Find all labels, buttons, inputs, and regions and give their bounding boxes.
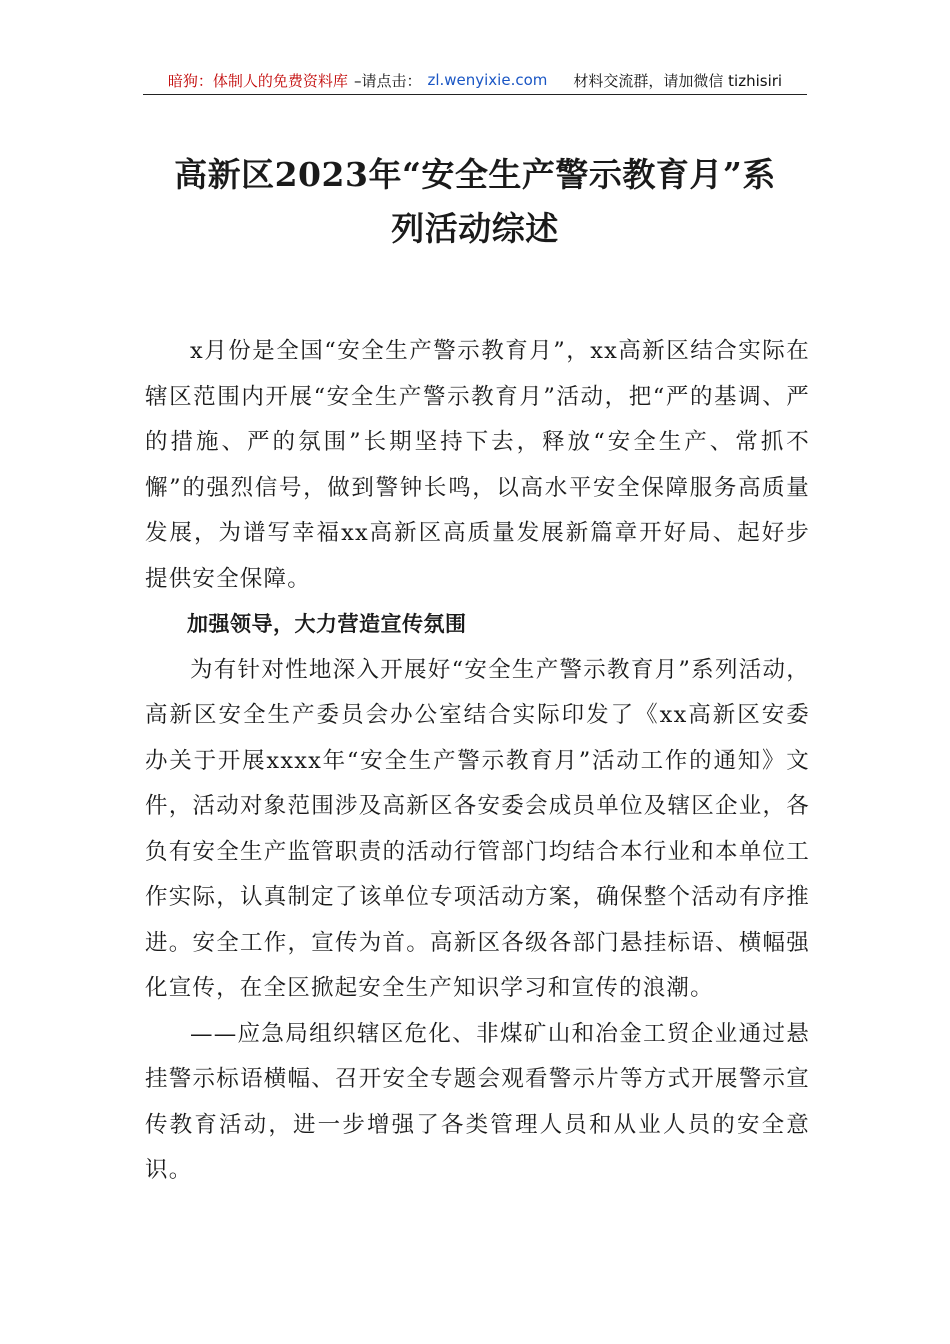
- document-body: [145, 329, 810, 1194]
- header-prompt: –请点击：: [353, 71, 422, 90]
- paragraph-intro: x月份是全国“安全生产警示教育月”，xx高新区结合实际在辖区范围内开展“安全生产警示教育月”活动，把“严的基调、严的措施、严的氛围”长期坚持下去，释放“安全生产、常抓不懈”的强烈信号，做到警钟长鸣，以高水平安全保障服务高质量发展，为谱写幸福xx高新区高质量发展新篇章开好局、起好步提供安全保障。: [145, 338, 810, 592]
- title-line-2: 列活动综述: [391, 209, 559, 248]
- header-brand: 暗狗：体制人的免费资料库: [167, 71, 348, 90]
- section-heading: 加强领导，大力营造宣传氛围: [187, 612, 467, 636]
- paragraph-emergency-bureau: ——应急局组织辖区危化、非煤矿山和冶金工贸企业通过悬挂警示标语横幅、召开安全专题会观看警示片等方式开展警示宣传教育活动，进一步增强了各类管理人员和从业人员的安全意识。: [145, 1020, 810, 1183]
- header-contact: 材料交流群，请加微信 tizhisiri: [573, 71, 783, 90]
- header-url-link[interactable]: zl.wenyixie.com: [427, 71, 548, 89]
- paragraph-leadership: 为有针对性地深入开展好“安全生产警示教育月”系列活动，高新区安全生产委员会办公室结合实际印发了《xx高新区安委办关于开展xxxx年“安全生产警示教育月”活动工作的通知》文件，活动对象范围涉及高新区各安委会成员单位及辖区企业，各负有安全生产监管职责的活动行管部门均结合本行业和本单位工作实际，认真制定了该单位专项活动方案，确保整个活动有序推进。安全工作，宣传为首。高新区各级各部门悬挂标语、横幅强化宣传，在全区掀起安全生产知识学习和宣传的浪潮。: [145, 656, 810, 1001]
- document-title: [120, 148, 830, 256]
- title-line-1: 高新区2023年“安全生产警示教育月”系: [174, 155, 776, 194]
- page-header: [143, 66, 807, 95]
